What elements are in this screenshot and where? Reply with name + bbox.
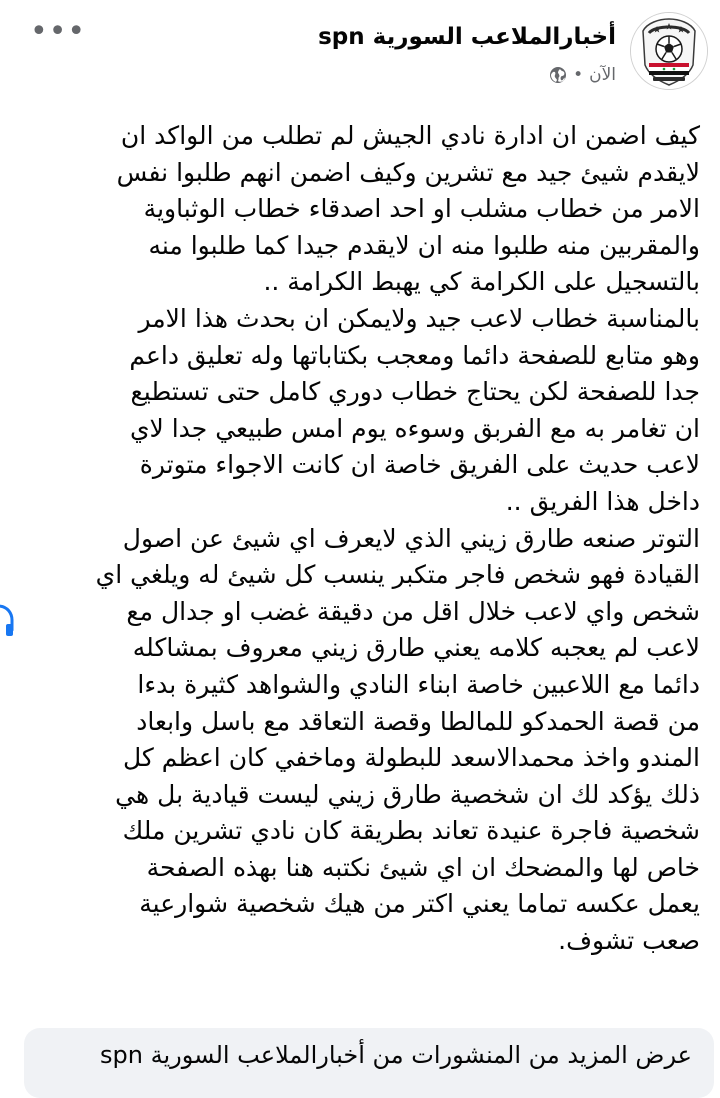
- meta-separator: •: [573, 65, 584, 85]
- partial-edge-icon: [0, 600, 16, 640]
- post-line: من قصة الحمدكو للمالطا وقصة التعاقد مع باسل وابعاد: [136, 706, 700, 736]
- post-line: جدا للصفحة لكن يحتاج خطاب دوري كامل حتى تستطيع: [130, 377, 700, 407]
- post-line: خاص لها والمضحك ان اي شيئ نكتبه هنا بهذه الصفحة: [146, 852, 700, 882]
- post-line: بالتسجيل على الكرامة كي يهبط الكرامة ..: [263, 267, 700, 297]
- spn-logo-icon: [631, 13, 707, 89]
- post-meta: [549, 64, 616, 86]
- post-line: شخص واي لاعب خلال اقل من دقيقة غضب او جدال مع: [126, 596, 700, 626]
- more-posts-button[interactable]: [24, 1028, 714, 1098]
- page-name-link[interactable]: أخبارالملاعب السورية spn: [318, 24, 616, 50]
- post-line: المندو واخذ محمدالاسعد للبطولة وماخفي كان اعظم كل: [122, 743, 700, 773]
- post-line: ذلك يؤكد لك ان شخصية طارق زيني ليست قيادية بل هي: [115, 779, 700, 809]
- more-posts-label: عرض المزيد من المنشورات من أخبارالملاعب السورية spn: [100, 1041, 692, 1069]
- post-line: داخل هذا الفريق ..: [505, 486, 700, 516]
- post-line: والمقربين منه طلبوا منه ان لايقدم جيدا كما طلبوا منه: [148, 230, 700, 260]
- page-avatar[interactable]: [630, 12, 708, 90]
- post-line: ان تغامر به مع الفربق وسوءه يوم امس طبيعي جدا لاي: [129, 413, 700, 443]
- post-line: يعمل عكسه تماما يعني اكتر من هيك شخصية شوارعية: [139, 889, 700, 919]
- post-line: وهو متابع للصفحة دائما ومعجب بكتاباتها وله تعليق داعم: [129, 340, 700, 370]
- post-line: صعب تشوف.: [558, 926, 700, 956]
- globe-icon[interactable]: [549, 66, 567, 84]
- post-line: التوتر صنعه طارق زيني الذي لايعرف اي شيئ عن اصول: [122, 523, 700, 553]
- post-line: لاعب حديث على الفريق خاصة ان كانت الاجواء متوترة: [139, 450, 700, 480]
- post-line: شخصية فاجرة عنيدة تعاند بطريقة كان نادي تشرين ملك: [122, 816, 700, 846]
- more-options-button[interactable]: •••: [30, 14, 87, 49]
- post-line: لايقدم شيئ جيد مع تشرين وكيف اضمن انهم طلبوا نفس: [116, 157, 700, 187]
- timestamp-link[interactable]: الآن: [589, 65, 616, 85]
- post-line: بالمناسبة خطاب لاعب جيد ولايمكن ان بحدث هذا الامر: [138, 303, 700, 333]
- post-text: [40, 118, 700, 960]
- post-line: دائما مع اللاعبين خاصة ابناء النادي والشواهد كثيرة بدءا: [137, 669, 700, 699]
- post-line: لاعب لم يعجبه كلامه يعني طارق زيني معروف بمشاكله: [132, 633, 700, 663]
- post-line: الامر من خطاب مشلب او احد اصدقاء خطاب الوثباوية: [143, 194, 700, 224]
- post-line: القيادة فهو شخص فاجر متكبر ينسب كل شيئ له ويلغي اي: [95, 560, 700, 590]
- post-line: كيف اضمن ان ادارة نادي الجيش لم تطلب من الواكد ان: [120, 121, 700, 150]
- post-header: [0, 12, 720, 92]
